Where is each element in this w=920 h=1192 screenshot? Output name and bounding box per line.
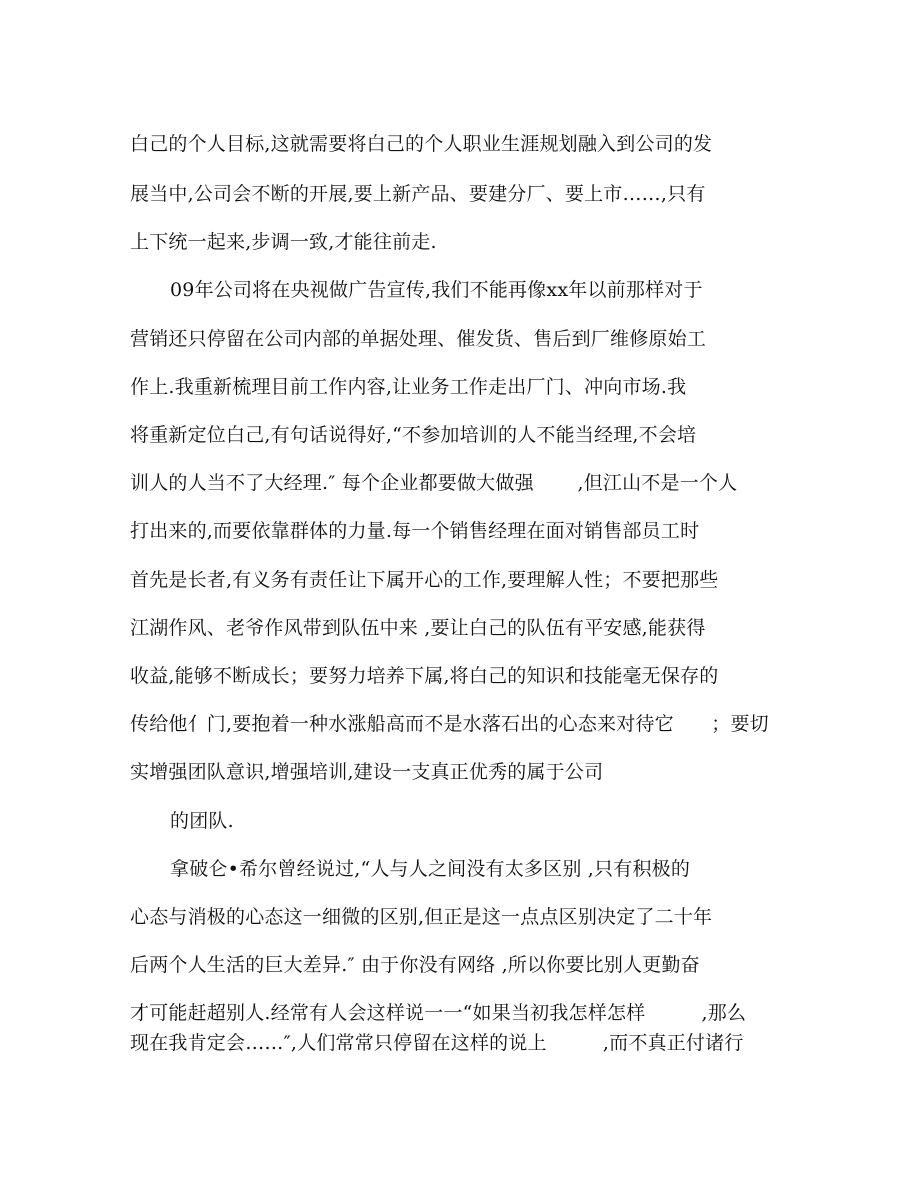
text-line-11: 江湖作风、老爷作风带到队伍中来 ,要让白己的队伍有平安感,能获得 [130, 617, 706, 639]
text-line-12: 收益,能够不断成长；要努力培养下属,将白己的知识和技能毫无保存的 [130, 665, 719, 687]
text-line-9: 打出来的,而要依靠群体的力量.每一个销售经理在面对销售部员工时 [130, 520, 700, 542]
text-line-17: 心态与消极的心态这一细微的区别,但正是这一点点区别决定了二十年 [130, 906, 713, 928]
text-line-2: 展当中,公司会不断的开展,要上新产品、要建分厂、要上市……,只有 [130, 183, 706, 205]
text-line-8: 训人的人当不了大经理.″ 每个企业都要做大做强 ,但江山不是一个人 [130, 472, 738, 494]
text-line-14: 实增强团队意识,增强培训,建设一支真正优秀的属于公司 [130, 761, 604, 783]
text-line-1: 白己的个人目标,这就需要将白己的个人职业生涯规划融入到公司的发 [130, 133, 713, 155]
text-line-19: 才可能赶超别人.经常有人会这样说一一“如果当初我怎样怎样 ,那么 [130, 1002, 747, 1024]
text-line-7: 将重新定位白己,有句话说得好,“不参加培训的人不能当经理,不会培 [130, 424, 697, 446]
text-line-16: 拿破仑•希尔曾经说过,“人与人之间没有太多区别 ,只有积极的 [170, 858, 691, 880]
text-line-4: 09年公司将在央视做广告宣传,我们不能再像xx年以前那样对于 [170, 279, 703, 301]
text-line-5: 营销还只停留在公司内部的单据处理、催发货、售后到厂维修原始工 [130, 328, 707, 350]
text-line-3: 上下统一起来,步调一致,才能往前走. [130, 231, 437, 253]
text-line-15: 的团队. [170, 810, 234, 832]
text-line-10: 首先是长者,有义务有责任让下属开心的工作,要理解人性；不要把那些 [130, 569, 719, 591]
text-line-20: 现在我肯定会……″,人们常常只停留在这样的说上 ,而不真正付诸行 [130, 1032, 744, 1054]
text-line-18: 后两个人生活的巨大差异.″ 由于你没有网络 ,所以你要比别人更勤奋 [130, 954, 700, 976]
text-line-6: 作上.我重新梳理目前工作内容,让业务工作走出厂门、冲向市场.我 [130, 376, 687, 398]
text-line-13: 传给他亻门,要抱着一种水涨船高而不是水落石出的心态来对待它 ；要切 [130, 713, 769, 735]
